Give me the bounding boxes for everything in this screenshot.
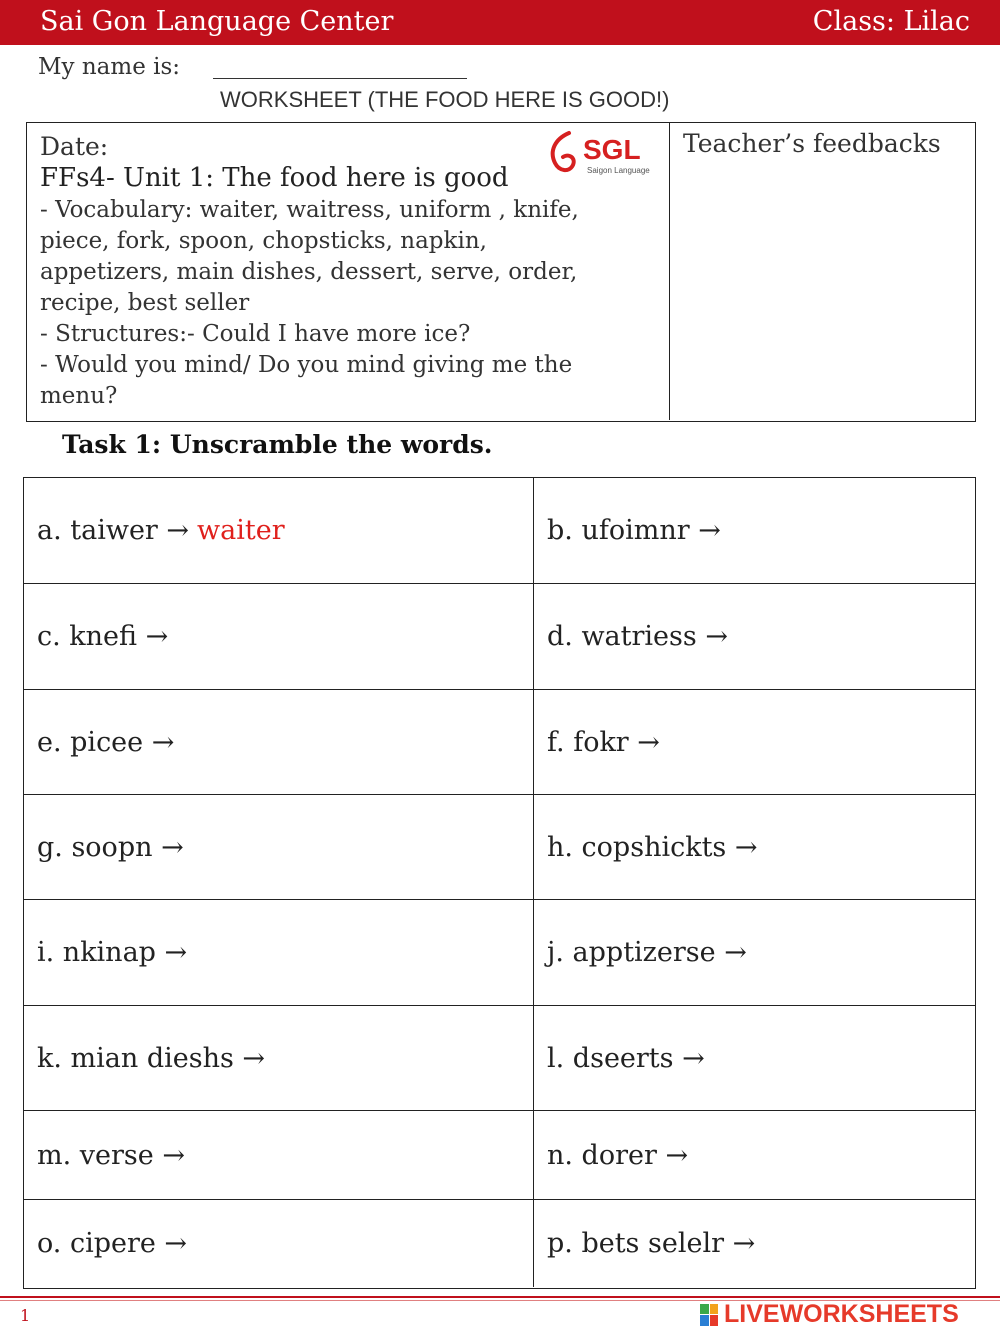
teacher-feedback-label: Teacher’s feedbacks — [683, 129, 941, 158]
sgl-logo — [547, 129, 652, 181]
task1-title: Task 1: Unscramble the words. — [62, 430, 493, 459]
info-line: - Vocabulary: waiter, waitress, uniform , knife, — [40, 197, 579, 223]
word-cell-k[interactable] — [24, 1006, 534, 1111]
prompt: b. ufoimnr → — [547, 515, 721, 546]
word-cell-p[interactable] — [534, 1200, 975, 1287]
liveworksheets-brand: LIVEWORKSHEETS — [724, 1300, 959, 1328]
info-line: appetizers, main dishes, dessert, serve, order, — [40, 259, 578, 285]
footer-divider — [0, 1296, 1000, 1298]
prompt: e. picee → — [37, 726, 175, 758]
prompt: c. knefi → — [37, 621, 169, 652]
prompt: m. verse → — [37, 1139, 185, 1171]
date-label: Date: — [40, 132, 109, 161]
prompt: h. copshickts → — [547, 831, 758, 863]
info-box — [26, 122, 976, 422]
header-bar — [0, 0, 1000, 45]
prompt: g. soopn → — [37, 831, 184, 863]
word-cell-n[interactable] — [534, 1111, 975, 1200]
word-cell-j[interactable] — [534, 900, 975, 1006]
page-number: 1 — [20, 1306, 31, 1325]
prompt: d. watriess → — [547, 621, 728, 652]
prompt: i. nkinap → — [37, 937, 188, 968]
center-name: Sai Gon Language Center — [40, 6, 394, 37]
unit-title: FFs4- Unit 1: The food here is good — [40, 163, 509, 193]
word-cell-g[interactable] — [24, 795, 534, 900]
prompt: j. apptizerse → — [547, 937, 747, 968]
liveworksheets-logo[interactable] — [700, 1300, 959, 1329]
worksheet-title: WORKSHEET (THE FOOD HERE IS GOOD!) — [220, 87, 670, 112]
word-cell-o[interactable] — [24, 1200, 534, 1287]
prompt: n. dorer → — [547, 1139, 689, 1171]
lesson-info — [27, 123, 670, 420]
info-line: recipe, best seller — [40, 290, 250, 316]
info-line: - Would you mind/ Do you mind giving me the — [40, 352, 573, 378]
word-cell-b[interactable] — [534, 478, 975, 584]
word-cell-d[interactable] — [534, 584, 975, 690]
word-cell-c[interactable] — [24, 584, 534, 690]
prompt: a. taiwer → — [37, 515, 190, 546]
info-line: - Structures:- Could I have more ice? — [40, 321, 471, 347]
word-cell-i[interactable] — [24, 900, 534, 1006]
word-cell-e[interactable] — [24, 690, 534, 795]
word-cell-f[interactable] — [534, 690, 975, 795]
liveworksheets-icon — [700, 1304, 718, 1326]
word-cell-m[interactable] — [24, 1111, 534, 1200]
word-cell-h[interactable] — [534, 795, 975, 900]
class-label: Class: Lilac — [812, 6, 970, 37]
prompt: l. dseerts → — [547, 1042, 705, 1074]
prompt: f. fokr → — [547, 726, 660, 758]
word-cell-a[interactable] — [24, 478, 534, 584]
answer-input[interactable]: waiter — [197, 515, 285, 546]
logo-text: SGL — [583, 134, 641, 165]
name-input-line[interactable] — [213, 78, 467, 79]
logo-swoosh-icon — [553, 133, 574, 170]
unscramble-table — [23, 477, 976, 1289]
info-line: piece, fork, spoon, chopsticks, napkin, — [40, 228, 487, 254]
name-label: My name is: — [38, 54, 181, 80]
prompt: p. bets selelr → — [547, 1228, 756, 1259]
prompt: o. cipere → — [37, 1228, 188, 1259]
info-line: menu? — [40, 383, 118, 409]
word-cell-l[interactable] — [534, 1006, 975, 1111]
prompt: k. mian dieshs → — [37, 1042, 266, 1074]
logo-subtext: Saigon Language — [587, 166, 650, 175]
